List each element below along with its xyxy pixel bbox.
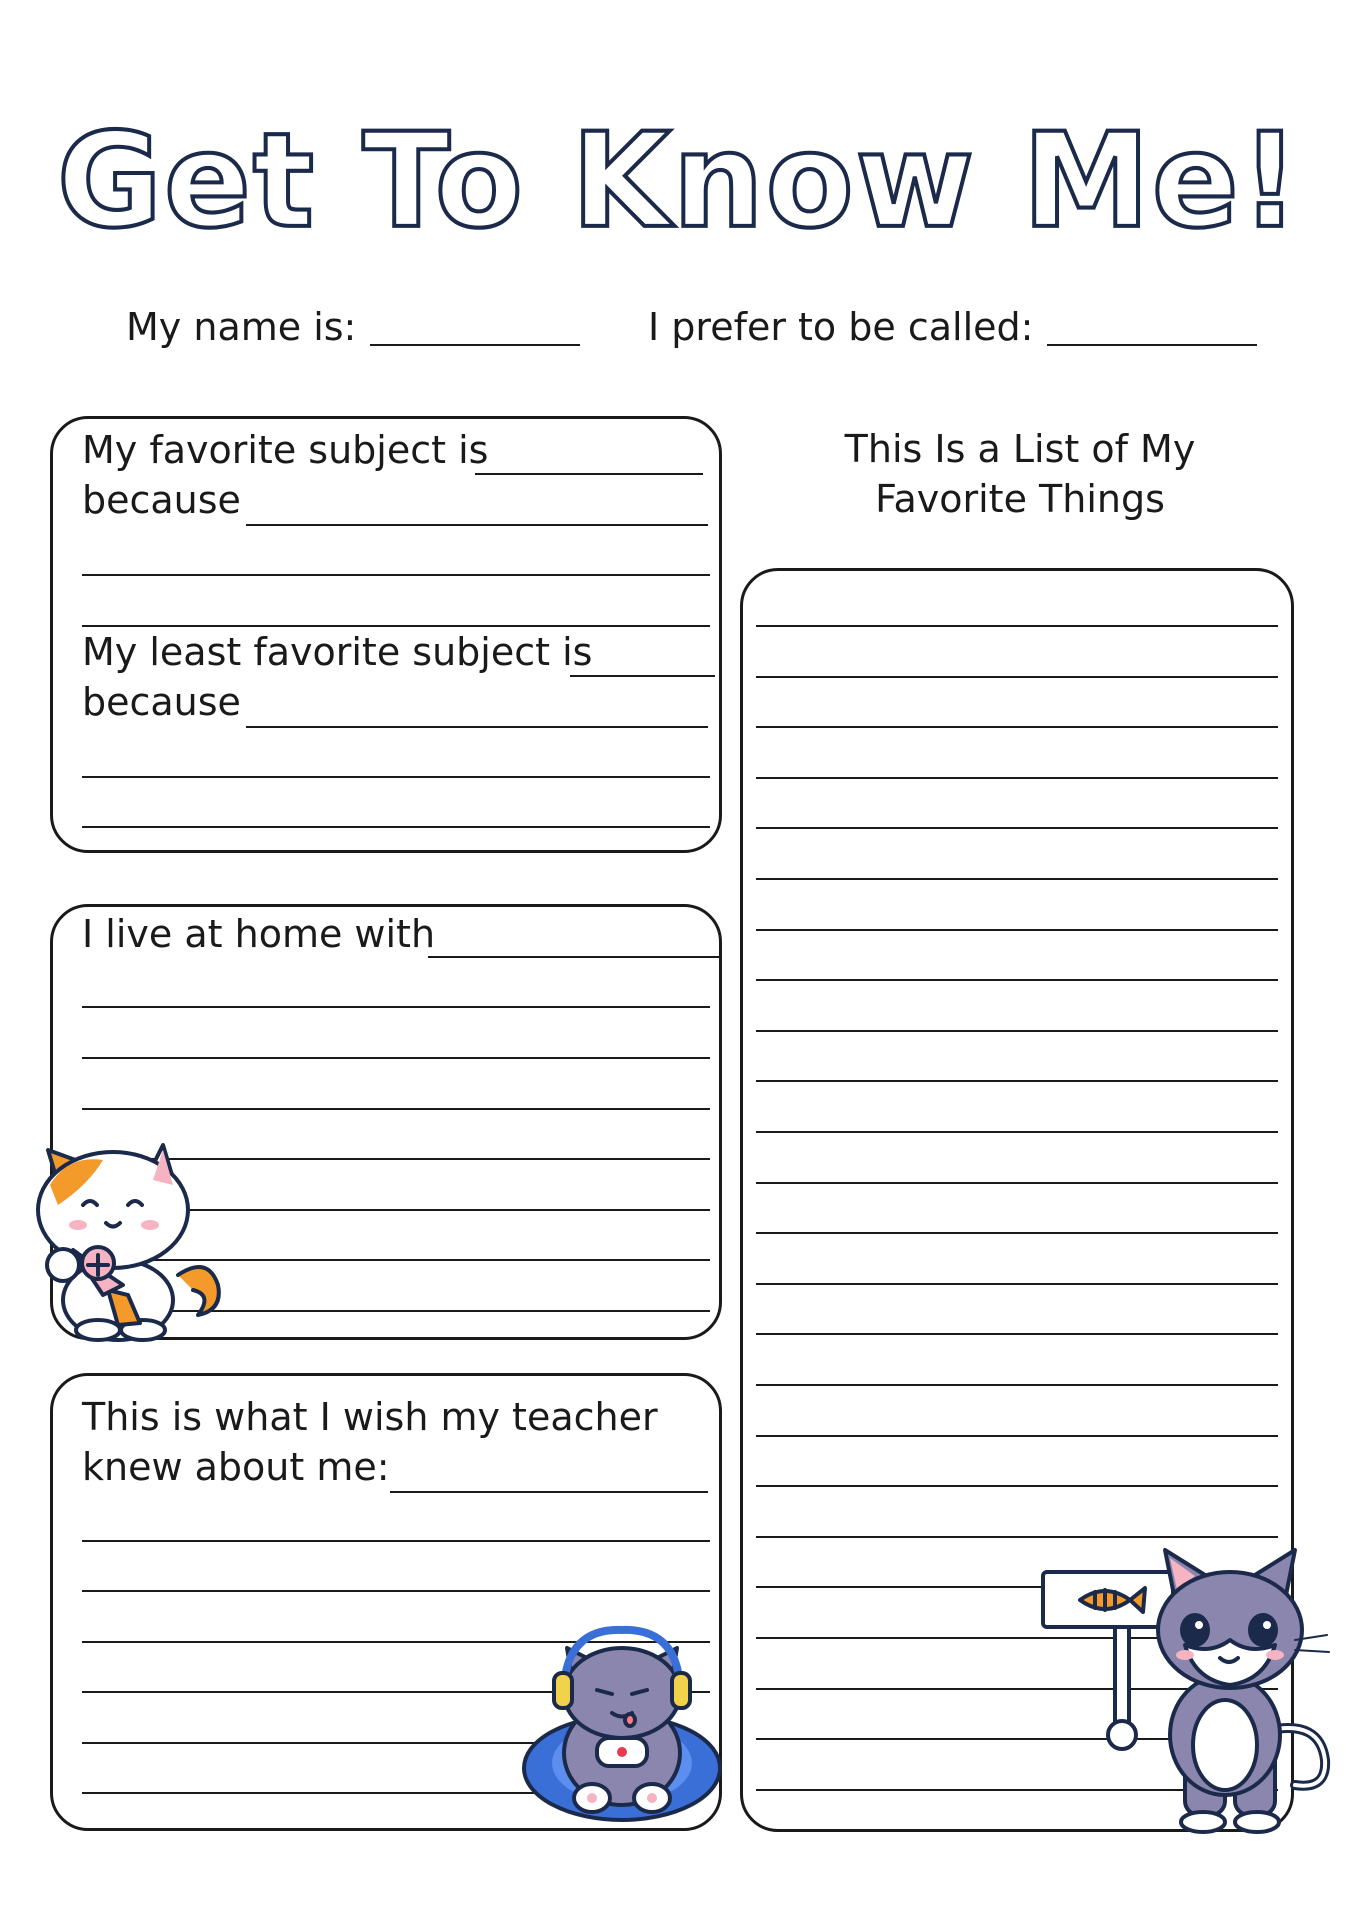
home-line[interactable] [428,956,720,958]
answer-line[interactable] [82,1590,710,1592]
answer-line[interactable] [82,625,710,627]
favorite-thing-line[interactable] [756,1131,1278,1133]
because-label-1: because [82,478,241,522]
name-field [126,305,580,349]
answer-line[interactable] [82,1006,710,1008]
preferred-name-label: I prefer to be called: [648,305,1034,349]
answer-line[interactable] [82,1108,710,1110]
answer-line[interactable] [82,776,710,778]
calico-cat-with-fish-bone-icon [28,1125,228,1340]
favorite-thing-line[interactable] [756,625,1278,627]
favorites-title-line1: This Is a List of My [844,427,1196,471]
preferred-name-blank-line[interactable] [1047,308,1257,346]
answer-line[interactable] [82,1540,710,1542]
favorite-thing-line[interactable] [756,1080,1278,1082]
favorite-thing-line[interactable] [756,777,1278,779]
name-blank-line[interactable] [370,308,580,346]
favorite-thing-line[interactable] [756,726,1278,728]
favorite-thing-line[interactable] [756,1435,1278,1437]
favorite-thing-line[interactable] [756,878,1278,880]
gamer-cat-with-headphones-icon [512,1618,732,1828]
answer-line[interactable] [82,574,710,576]
favorite-thing-line[interactable] [756,1232,1278,1234]
favorite-thing-line[interactable] [756,1384,1278,1386]
home-label: I live at home with [82,912,436,956]
because-line-1[interactable] [246,524,708,526]
favorite-thing-line[interactable] [756,929,1278,931]
teacher-line[interactable] [390,1491,708,1493]
answer-line[interactable] [82,1057,710,1059]
favorites-title-line2: Favorite Things [875,477,1165,521]
favorite-thing-line[interactable] [756,1182,1278,1184]
least-favorite-subject-line[interactable] [570,675,715,677]
teacher-label-line1: This is what I wish my teacher [82,1395,658,1439]
favorites-title [740,424,1300,524]
because-line-2[interactable] [246,726,708,728]
preferred-name-field [648,305,1257,349]
favorite-thing-line[interactable] [756,1333,1278,1335]
favorite-thing-line[interactable] [756,1485,1278,1487]
favorite-subject-line[interactable] [475,473,703,475]
favorite-thing-line[interactable] [756,827,1278,829]
teacher-label-line2: knew about me: [82,1445,390,1489]
gray-cat-holding-fish-sign-icon [1035,1530,1335,1840]
favorite-thing-line[interactable] [756,1030,1278,1032]
favorite-thing-line[interactable] [756,1283,1278,1285]
favorite-subject-label: My favorite subject is [82,428,489,472]
favorite-thing-line[interactable] [756,676,1278,678]
answer-line[interactable] [82,826,710,828]
because-label-2: because [82,680,241,724]
favorite-thing-line[interactable] [756,979,1278,981]
page-title: Get To Know Me! [56,105,1302,258]
name-label: My name is: [126,305,357,349]
least-favorite-subject-label: My least favorite subject is [82,630,593,674]
